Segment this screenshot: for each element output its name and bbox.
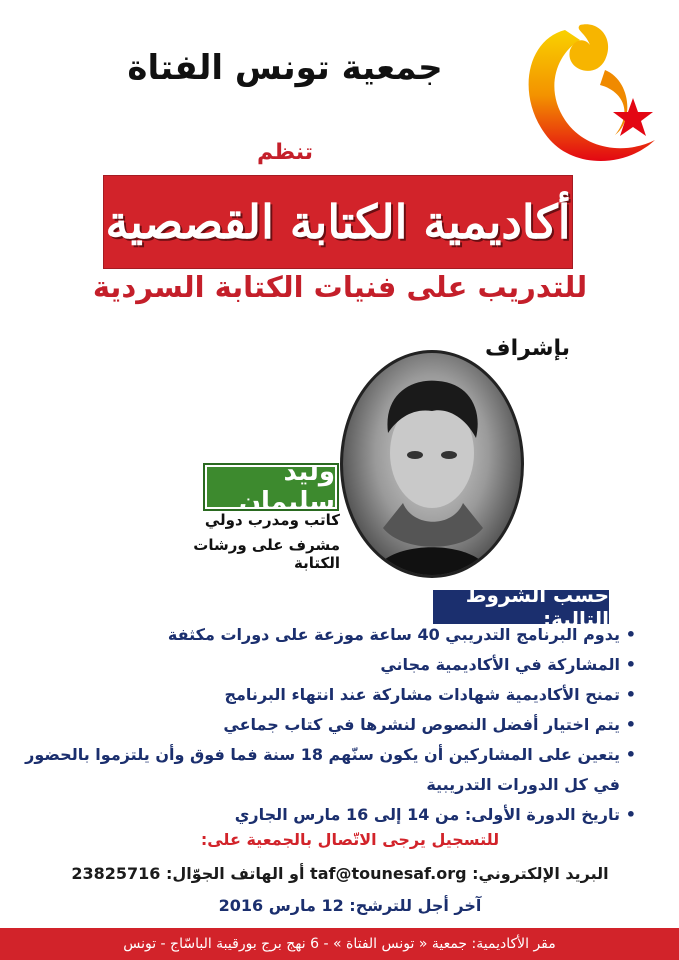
portrait-illustration <box>343 353 521 575</box>
academy-address: مقر الأكاديمية: جمعية « تونس الفتاة » - 6 نهج برج بورقيبة الباسّاج - تونس <box>123 936 556 952</box>
condition-item: • يتم اختيار أفضل النصوص لنشرها في كتاب جماعي <box>20 710 620 740</box>
application-deadline: آخر أجل للترشح: 12 مارس 2016 <box>218 896 482 915</box>
association-logo <box>505 10 670 170</box>
condition-item: • تمنح الأكاديمية شهادات مشاركة عند انتهاء البرنامج <box>20 680 620 710</box>
registration-call: للتسجيل يرجى الاتّصال بالجمعية على: <box>200 830 500 849</box>
condition-item: • تاريخ الدورة الأولى: من 14 إلى 16 مارس الجاري <box>20 800 620 830</box>
condition-item: • المشاركة في الأكاديمية مجاني <box>20 650 620 680</box>
footer-bar <box>0 928 679 960</box>
condition-item: • يدوم البرنامج التدريبي 40 ساعة موزعة على دورات مكثفة <box>20 620 620 650</box>
organizes-label: تنظم <box>257 140 313 165</box>
org-name: جمعية تونس الفتاة <box>127 48 443 88</box>
conditions-heading <box>433 583 609 631</box>
title-banner <box>103 175 573 269</box>
supervisor-role-1: كاتب ومدرب دولي <box>204 511 340 529</box>
condition-item: • يتعين على المشاركين أن يكون سنّهم 18 سنة فما فوق وأن يلتزموا بالحضور في كل الدورات التدريبية <box>20 740 620 800</box>
supervision-label: بإشراف <box>485 336 570 361</box>
supervisor-role-2: مشرف على ورشات الكتابة <box>193 536 340 572</box>
supervisor-name-badge <box>205 457 337 517</box>
conditions-list <box>20 620 638 830</box>
supervisor-name: وليد سليمان <box>238 457 335 517</box>
contact-info: البريد الإلكتروني: taf@tounesaf.org أو الهاتف الجوّال: 23825716 <box>71 864 609 883</box>
academy-title: أكاديمية الكتابة القصصية <box>105 195 571 249</box>
academy-subtitle: للتدريب على فنيات الكتابة السردية <box>92 270 588 304</box>
conditions-heading-text: حسب الشروط التالية: <box>465 583 609 631</box>
supervisor-portrait <box>340 350 524 578</box>
